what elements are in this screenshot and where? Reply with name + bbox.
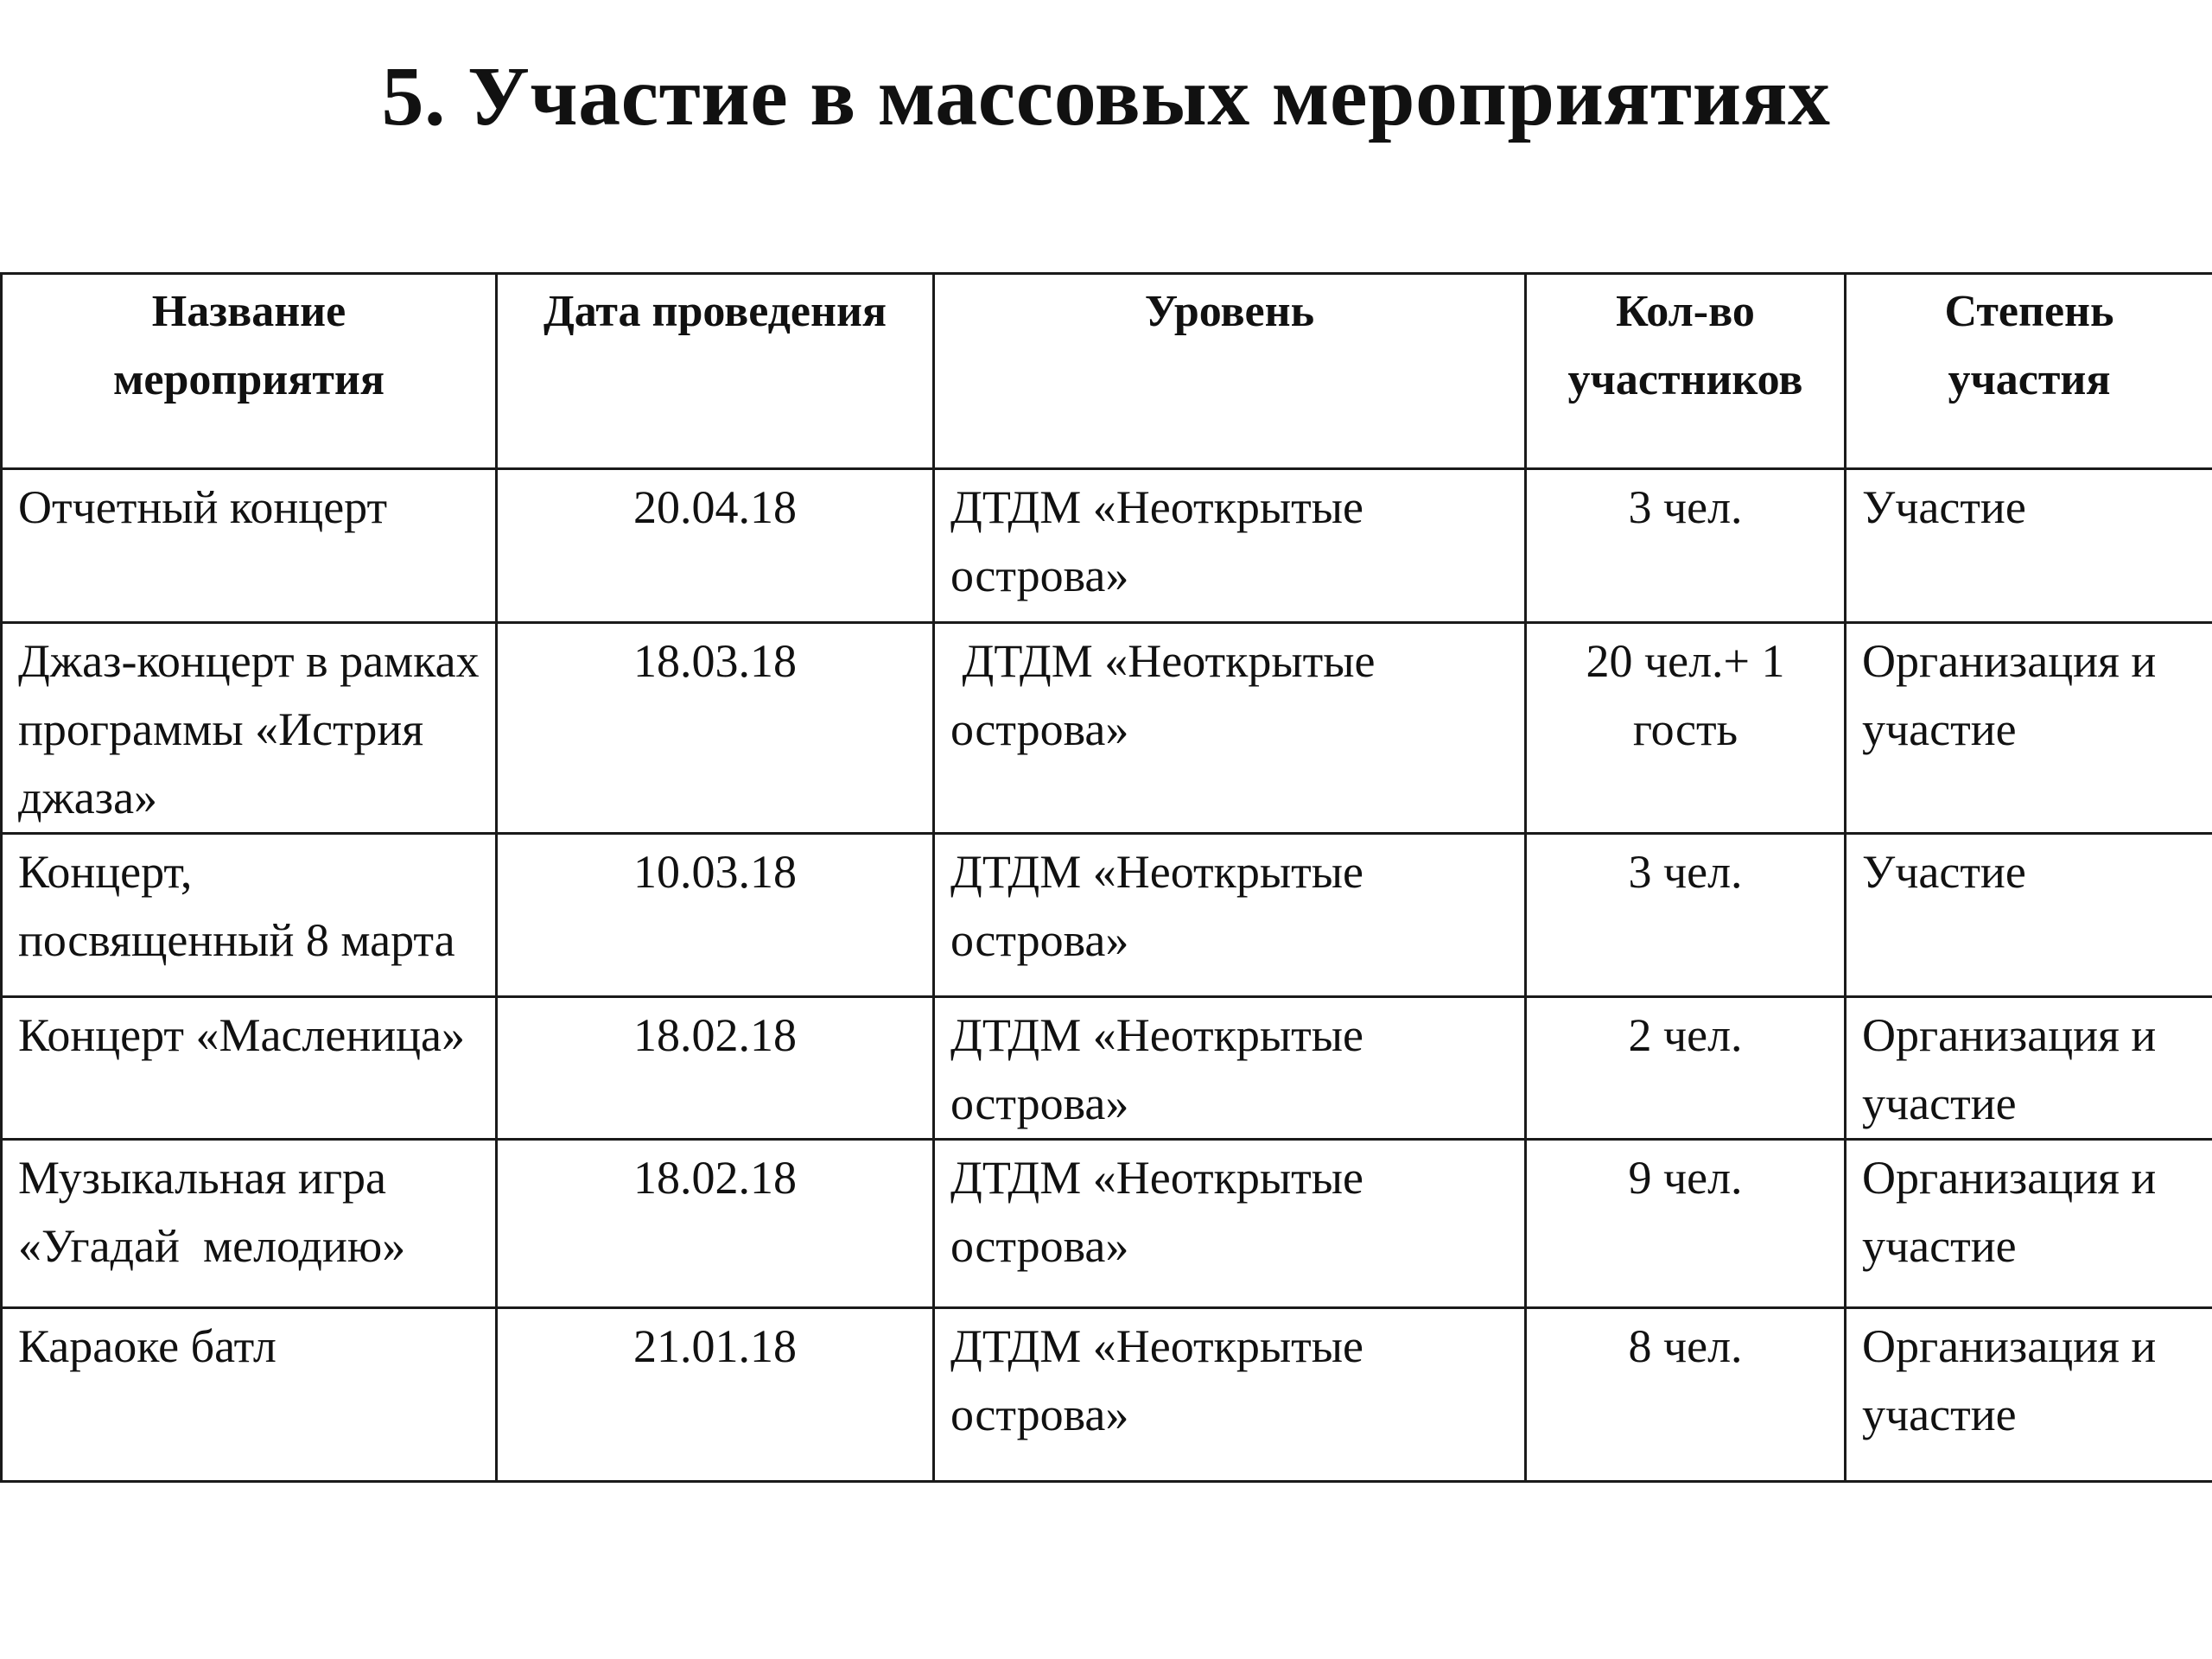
participants-cell: 3 чел.	[1526, 469, 1846, 623]
date-cell: 18.02.18	[497, 1140, 934, 1308]
header-event-name: Название мероприятия	[2, 274, 497, 469]
level-cell: ДТДМ «Неоткрытые острова»	[934, 1140, 1526, 1308]
events-table	[0, 272, 2212, 1483]
level-cell: ДТДМ «Неоткрытые острова»	[934, 997, 1526, 1140]
level-cell: ДТДМ «Неоткрытые острова»	[934, 623, 1526, 834]
participation-cell: Участие	[1846, 469, 2212, 623]
participants-cell: 20 чел.+ 1 гость	[1526, 623, 1846, 834]
table-row	[2, 469, 2212, 623]
header-date: Дата проведения	[497, 274, 934, 469]
level-cell: ДТДМ «Неоткрытые острова»	[934, 1308, 1526, 1482]
event-name-cell: Караоке батл	[2, 1308, 497, 1482]
table-row	[2, 1308, 2212, 1482]
table-row	[2, 623, 2212, 834]
date-cell: 18.02.18	[497, 997, 934, 1140]
header-participants-count: Кол-во участников	[1526, 274, 1846, 469]
participants-cell: 3 чел.	[1526, 834, 1846, 997]
event-name-cell: Концерт, посвященный 8 марта	[2, 834, 497, 997]
event-name-cell: Концерт «Масленица»	[2, 997, 497, 1140]
event-name-cell: Джаз-концерт в рамках программы «Истрия джаза»	[2, 623, 497, 834]
date-cell: 18.03.18	[497, 623, 934, 834]
date-cell: 20.04.18	[497, 469, 934, 623]
header-participation-degree: Степень участия	[1846, 274, 2212, 469]
participants-cell: 2 чел.	[1526, 997, 1846, 1140]
level-cell: ДТДМ «Неоткрытые острова»	[934, 834, 1526, 997]
event-name-cell: Отчетный концерт	[2, 469, 497, 623]
header-level: Уровень	[934, 274, 1526, 469]
event-name-cell: Музыкальная игра «Угадай мелодию»	[2, 1140, 497, 1308]
participation-cell: Организация и участие	[1846, 997, 2212, 1140]
table-header-row	[2, 274, 2212, 469]
participation-cell: Организация и участие	[1846, 1140, 2212, 1308]
table-row	[2, 1140, 2212, 1308]
participation-cell: Организация и участие	[1846, 623, 2212, 834]
participants-cell: 9 чел.	[1526, 1140, 1846, 1308]
level-cell: ДТДМ «Неоткрытые острова»	[934, 469, 1526, 623]
table-row	[2, 834, 2212, 997]
date-cell: 10.03.18	[497, 834, 934, 997]
participants-cell: 8 чел.	[1526, 1308, 1846, 1482]
participation-cell: Организация и участие	[1846, 1308, 2212, 1482]
page-title: 5. Участие в массовых мероприятиях	[381, 50, 1831, 143]
participation-cell: Участие	[1846, 834, 2212, 997]
table-row	[2, 997, 2212, 1140]
date-cell: 21.01.18	[497, 1308, 934, 1482]
